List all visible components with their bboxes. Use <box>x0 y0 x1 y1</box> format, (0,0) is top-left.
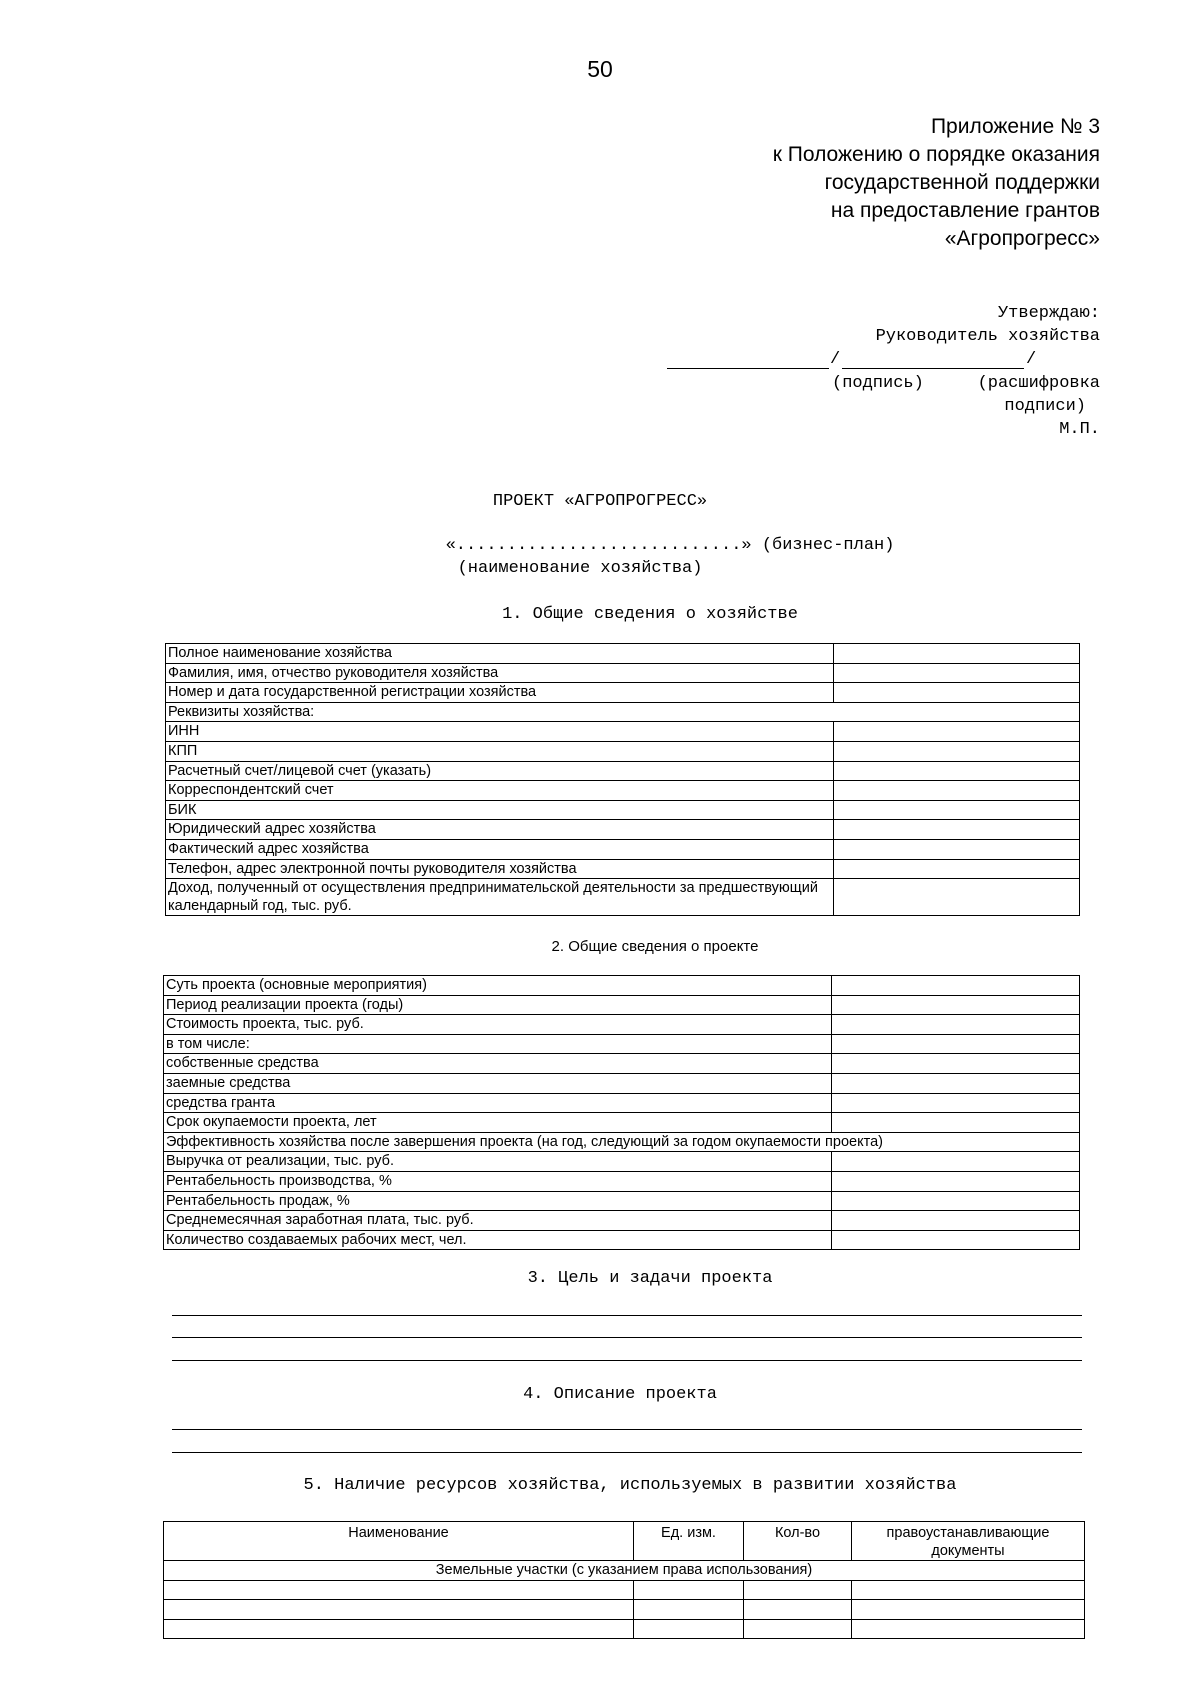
blank-line <box>172 1452 1082 1453</box>
row-value[interactable] <box>832 1211 1080 1231</box>
appendix-line: Приложение № 3 <box>930 115 1100 138</box>
row-value[interactable] <box>832 1073 1080 1093</box>
farm-name-caption: (наименование хозяйства) <box>457 559 703 578</box>
table-row <box>164 976 1080 996</box>
appendix-line: к Положению о порядке оказания <box>772 143 1100 166</box>
resources-table <box>163 1521 1085 1639</box>
table-row <box>164 1619 1085 1639</box>
approve-label: Утверждаю: <box>997 304 1100 323</box>
head-label: Руководитель хозяйства <box>875 327 1100 346</box>
table-row <box>164 1211 1080 1231</box>
row-value[interactable] <box>834 761 1080 781</box>
row-value[interactable] <box>834 644 1080 664</box>
table-row <box>166 683 1080 703</box>
row-label: Телефон, адрес электронной почты руководителя хозяйства <box>166 859 834 879</box>
table-row <box>164 1580 1085 1600</box>
row-label: Выручка от реализации, тыс. руб. <box>164 1152 832 1172</box>
row-value[interactable] <box>832 1171 1080 1191</box>
blank-line <box>172 1337 1082 1338</box>
decoding-slash: / <box>1026 350 1037 369</box>
section2-title: 2. Общие сведения о проекте <box>551 938 759 955</box>
project-info-table <box>163 975 1080 1250</box>
row-value[interactable] <box>832 1015 1080 1035</box>
row-value[interactable] <box>834 859 1080 879</box>
row-value[interactable] <box>832 995 1080 1015</box>
table-row <box>164 1171 1080 1191</box>
appendix-header <box>500 113 1100 253</box>
col-header-quantity: Кол-во <box>744 1522 852 1561</box>
blank-line <box>172 1315 1082 1316</box>
table-row <box>166 820 1080 840</box>
appendix-line: государственной поддержки <box>824 171 1100 194</box>
row-label: Реквизиты хозяйства: <box>166 702 1080 722</box>
signature-row <box>580 348 1100 372</box>
row-value[interactable] <box>834 800 1080 820</box>
decoding-caption-line: подписи) <box>1004 397 1086 416</box>
table-cell[interactable] <box>744 1619 852 1639</box>
row-label: Эффективность хозяйства после завершения проекта (на год, следующий за годом окупаемости проекта) <box>164 1132 1080 1152</box>
resources-header-row <box>164 1522 1085 1561</box>
row-value[interactable] <box>834 820 1080 840</box>
signature-caption: (подпись) <box>832 374 924 393</box>
row-value[interactable] <box>832 1034 1080 1054</box>
blank-line <box>172 1429 1082 1430</box>
approval-block <box>580 302 1100 348</box>
table-cell[interactable] <box>634 1580 744 1600</box>
business-plan-line: «............................» (бизнес-план) <box>445 536 895 555</box>
row-label: Рентабельность производства, % <box>164 1171 832 1191</box>
row-label: средства гранта <box>164 1093 832 1113</box>
table-row <box>166 839 1080 859</box>
row-label: ИНН <box>166 722 834 742</box>
col-header-name: Наименование <box>164 1522 634 1561</box>
table-row <box>164 1093 1080 1113</box>
table-cell[interactable] <box>744 1600 852 1620</box>
table-row <box>166 761 1080 781</box>
col-header-documents: правоустанавливающие документы <box>852 1522 1085 1561</box>
stamp-label: М.П. <box>1059 420 1100 439</box>
row-label: Суть проекта (основные мероприятия) <box>164 976 832 996</box>
row-label: Рентабельность продаж, % <box>164 1191 832 1211</box>
table-cell[interactable] <box>164 1600 634 1620</box>
table-row <box>164 1230 1080 1250</box>
table-row <box>166 722 1080 742</box>
section5-title: 5. Наличие ресурсов хозяйства, используемых в развитии хозяйства <box>303 1476 957 1495</box>
table-cell[interactable] <box>852 1580 1085 1600</box>
row-label: БИК <box>166 800 834 820</box>
row-label: Расчетный счет/лицевой счет (указать) <box>166 761 834 781</box>
row-label: Корреспондентский счет <box>166 781 834 801</box>
decoding-caption <box>910 372 1100 418</box>
page-number: 50 <box>587 56 613 82</box>
row-label: Стоимость проекта, тыс. руб. <box>164 1015 832 1035</box>
project-title: ПРОЕКТ «АГРОПРОГРЕСС» <box>492 492 708 511</box>
row-value[interactable] <box>832 1191 1080 1211</box>
row-value[interactable] <box>832 1230 1080 1250</box>
section3-title: 3. Цель и задачи проекта <box>527 1269 773 1288</box>
table-row <box>166 781 1080 801</box>
table-row <box>164 995 1080 1015</box>
table-row <box>164 1191 1080 1211</box>
table-cell[interactable] <box>634 1600 744 1620</box>
row-value[interactable] <box>832 1113 1080 1133</box>
row-label: Номер и дата государственной регистрации хозяйства <box>166 683 834 703</box>
table-row <box>166 741 1080 761</box>
decoding-caption-line: (расшифровка <box>977 374 1100 393</box>
row-label: Доход, полученный от осуществления предпринимательской деятельности за предшествующий календарный год, тыс. руб. <box>166 879 834 916</box>
table-row <box>164 1132 1080 1152</box>
table-row <box>166 644 1080 664</box>
table-row <box>166 879 1080 916</box>
row-value[interactable] <box>832 1054 1080 1074</box>
table-cell[interactable] <box>744 1580 852 1600</box>
table-row <box>164 1113 1080 1133</box>
land-plots-row-label: Земельные участки (с указанием права использования) <box>164 1561 1085 1581</box>
row-value[interactable] <box>832 1152 1080 1172</box>
table-row <box>164 1034 1080 1054</box>
appendix-line: «Агропрогресс» <box>944 227 1100 250</box>
table-cell[interactable] <box>852 1600 1085 1620</box>
table-row <box>164 1054 1080 1074</box>
row-value[interactable] <box>832 976 1080 996</box>
section4-title: 4. Описание проекта <box>523 1385 717 1404</box>
resources-group-row <box>164 1561 1085 1581</box>
table-cell[interactable] <box>634 1619 744 1639</box>
blank-line <box>172 1360 1082 1361</box>
row-value[interactable] <box>834 663 1080 683</box>
table-row <box>164 1600 1085 1620</box>
row-value[interactable] <box>834 683 1080 703</box>
row-value[interactable] <box>834 741 1080 761</box>
row-label: Фактический адрес хозяйства <box>166 839 834 859</box>
table-row <box>166 702 1080 722</box>
signature-slash: / <box>830 350 841 369</box>
row-label: КПП <box>166 741 834 761</box>
row-label: собственные средства <box>164 1054 832 1074</box>
row-label: Период реализации проекта (годы) <box>164 995 832 1015</box>
table-row <box>166 663 1080 683</box>
col-header-unit: Ед. изм. <box>634 1522 744 1561</box>
row-value[interactable] <box>834 722 1080 742</box>
table-cell[interactable] <box>852 1619 1085 1639</box>
row-label: Полное наименование хозяйства <box>166 644 834 664</box>
appendix-line: на предоставление грантов <box>830 199 1100 222</box>
table-row <box>164 1015 1080 1035</box>
row-label: Юридический адрес хозяйства <box>166 820 834 840</box>
row-value[interactable] <box>834 839 1080 859</box>
row-value[interactable] <box>832 1093 1080 1113</box>
table-row <box>166 800 1080 820</box>
table-row <box>166 859 1080 879</box>
row-value[interactable] <box>834 781 1080 801</box>
signature-line <box>667 368 829 369</box>
row-label: Среднемесячная заработная плата, тыс. руб. <box>164 1211 832 1231</box>
row-label: заемные средства <box>164 1073 832 1093</box>
row-label: Срок окупаемости проекта, лет <box>164 1113 832 1133</box>
farm-info-table <box>165 643 1080 916</box>
decoding-line <box>842 368 1024 369</box>
row-label: Фамилия, имя, отчество руководителя хозяйства <box>166 663 834 683</box>
row-value[interactable] <box>834 879 1080 916</box>
table-cell[interactable] <box>164 1619 634 1639</box>
table-row <box>164 1073 1080 1093</box>
table-cell[interactable] <box>164 1580 634 1600</box>
table-row <box>164 1152 1080 1172</box>
section1-title: 1. Общие сведения о хозяйстве <box>502 605 798 624</box>
row-label: Количество создаваемых рабочих мест, чел. <box>164 1230 832 1250</box>
row-label: в том числе: <box>164 1034 832 1054</box>
